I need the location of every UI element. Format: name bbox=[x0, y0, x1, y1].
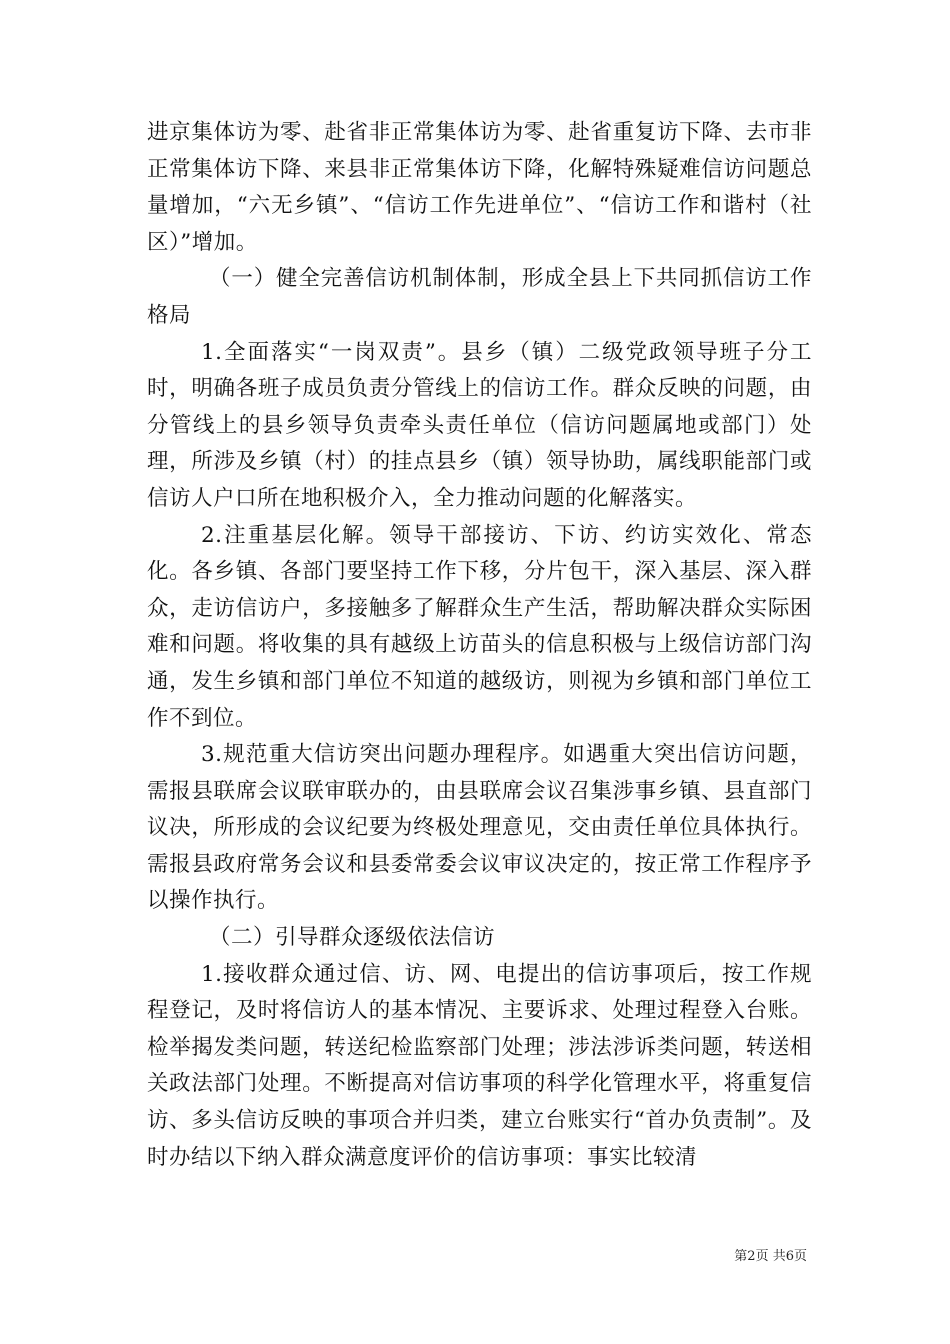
document-body bbox=[147, 115, 812, 1176]
paragraph-intro: 进京集体访为零、赴省非正常集体访为零、赴省重复访下降、去市非正常集体访下降、来县非正常集体访下降，化解特殊疑难信访问题总量增加，“六无乡镇”、“信访工作先进单位”、“信访工作和谐村（社区）”增加。 bbox=[147, 120, 812, 255]
paragraph-item-1-3: 3.规范重大信访突出问题办理程序。如遇重大突出信访问题，需报县联席会议联审联办的，由县联席会议召集涉事乡镇、县直部门议决，所形成的会议纪要为终极处理意见，交由责任单位具体执行。需报县政府常务会议和县委常委会议审议决定的，按正常工作程序予以操作执行。 bbox=[147, 742, 812, 914]
footer-middle: 页 共 bbox=[755, 1249, 786, 1264]
section-heading-2: （二）引导群众逐级依法信访 bbox=[209, 925, 496, 951]
footer-current-page: 2 bbox=[747, 1249, 756, 1264]
footer-suffix: 页 bbox=[793, 1249, 807, 1264]
footer-prefix: 第 bbox=[734, 1249, 748, 1264]
page-number-footer bbox=[734, 1249, 807, 1265]
paragraph-item-1-2: 2.注重基层化解。领导干部接访、下访、约访实效化、常态化。各乡镇、各部门要坚持工作下移，分片包干，深入基层、深入群众，走访信访户，多接触多了解群众生产生活，帮助解决群众实际困难和问题。将收集的具有越级上访苗头的信息积极与上级信访部门沟通，发生乡镇和部门单位不知道的越级访，则视为乡镇和部门单位工作不到位。 bbox=[147, 522, 812, 731]
paragraph-item-1-1: 1.全面落实“一岗双责”。县乡（镇）二级党政领导班子分工时，明确各班子成员负责分管线上的信访工作。群众反映的问题，由分管线上的县乡领导负责牵头责任单位（信访问题属地或部门）处理，所涉及乡镇（村）的挂点县乡（镇）领导协助，属线职能部门或信访人户口所在地积极介入，全力推动问题的化解落实。 bbox=[147, 339, 812, 511]
paragraph-item-2-1: 1.接收群众通过信、访、网、电提出的信访事项后，按工作规程登记，及时将信访人的基本情况、主要诉求、处理过程登入台账。检举揭发类问题，转送纪检监察部门处理；涉法涉诉类问题，转送相关政法部门处理。不断提高对信访事项的科学化管理水平，将重复信访、多头信访反映的事项合并归类，建立台账实行“首办负责制”。及时办结以下纳入群众满意度评价的信访事项：事实比较清 bbox=[147, 961, 812, 1170]
footer-total-pages: 6 bbox=[785, 1249, 794, 1264]
section-heading-1: （一）健全完善信访机制体制，形成全县上下共同抓信访工作格局 bbox=[147, 266, 812, 328]
